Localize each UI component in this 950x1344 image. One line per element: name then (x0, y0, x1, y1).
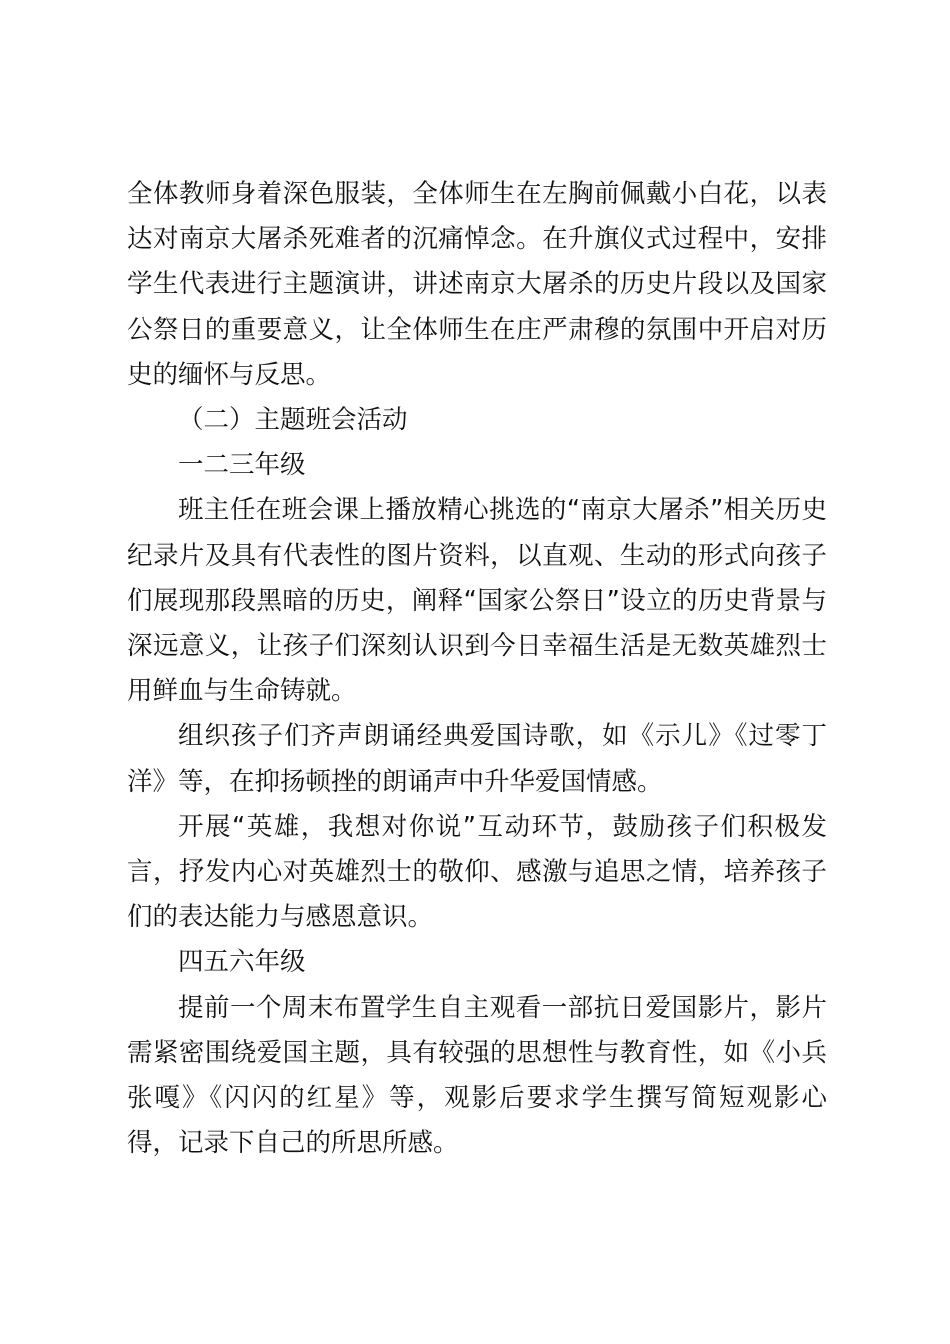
subheading-grades-4-6: 四五六年级 (178, 947, 306, 978)
subheading-grades-1-3: 一二三年级 (178, 450, 306, 481)
paragraph-ceremony: 全体教师身着深色服装，全体师生在左胸前佩戴小白花，以表达对南京大屠杀死难者的沉痛悼念。在升旗仪式过程中，安排学生代表进行主题演讲，讲述南京大屠杀的历史片段以及国家公祭日的重要意义，让全体师生在庄严肃穆的氛围中开启对历史的缅怀与反思。 (127, 179, 827, 390)
section-heading-class-meeting: （二）主题班会活动 (178, 405, 408, 436)
paragraph-film-viewing: 提前一个周末布置学生自主观看一部抗日爱国影片，影片需紧密围绕爱国主题，具有较强的思想性与教育性，如《小兵张嘎》《闪闪的红星》等，观影后要求学生撰写简短观影心得，记录下自己的所思所感。 (127, 992, 827, 1159)
paragraph-documentary: 班主任在班会课上播放精心挑选的“南京大屠杀”相关历史纪录片及具有代表性的图片资料，以直观、生动的形式向孩子们展现那段黑暗的历史，阐释“国家公祭日”设立的历史背景与深远意义，让孩子们深刻认识到今日幸福生活是无数英雄烈士用鲜血与生命铸就。 (127, 495, 827, 707)
document-body (127, 172, 827, 1166)
paragraph-poetry-recital: 组织孩子们齐声朗诵经典爱国诗歌，如《示儿》《过零丁洋》等，在抑扬顿挫的朗诵声中升华爱国情感。 (127, 721, 827, 797)
paragraph-hero-interaction: 开展“英雄，我想对你说”互动环节，鼓励孩子们积极发言，抒发内心对英雄烈士的敬仰、感激与追思之情，培养孩子们的表达能力与感恩意识。 (127, 811, 827, 933)
